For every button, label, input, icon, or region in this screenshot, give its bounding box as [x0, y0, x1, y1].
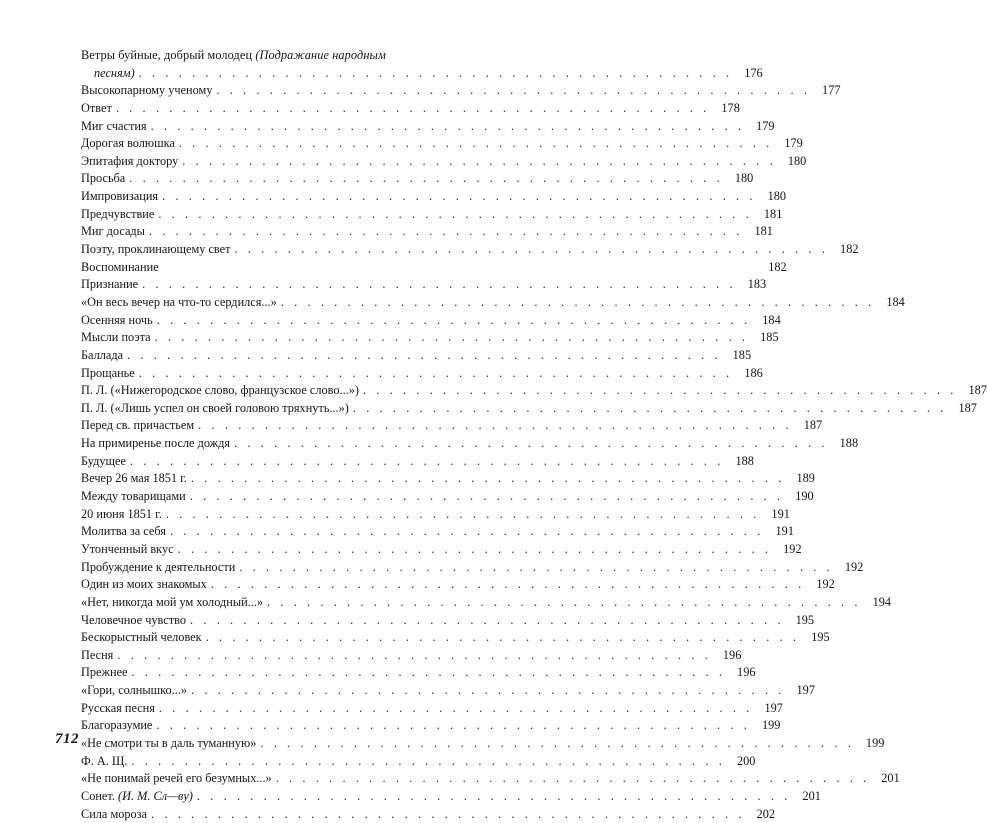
entry-title: Предчувствие [81, 206, 155, 221]
entry-title: П. Л. («Нижегородское слово, французское слово...») [81, 383, 359, 398]
dot-leader: . . . . . . . . . . . . . . . . . . . . . . . . . . . . . . . . . . . . . . . . . . . . . [210, 577, 805, 592]
dot-leader: . . . . . . . . . . . . . . . . . . . . . . . . . . . . . . . . . . . . . . . . . . . . . [154, 330, 749, 345]
toc-entry [81, 294, 905, 312]
toc-entry [81, 682, 815, 700]
entry-page: 195 [811, 630, 830, 645]
entry-title: «Не смотри ты в даль туманную» [81, 735, 257, 750]
entry-page: 199 [761, 718, 781, 733]
dot-leader: . . . . . . . . . . . . . . . . . . . . . . . . . . . . . . . . . . . . . . . . . . . . . [129, 171, 724, 186]
dot-leader: . . . . . . . . . . . . . . . . . . . . . . . . . . . . . . . . . . . . . . . . . . . . . [177, 541, 772, 556]
toc-entry [81, 206, 783, 224]
entry-title: Между товарищами [81, 489, 186, 504]
dot-leader: . . . . . . . . . . . . . . . . . . . . . . . . . . . . . . . . . . . . . . . . . . . . . [275, 771, 870, 786]
dot-leader: . . . . . . . . . . . . . . . . . . . . . . . . . . . . . . . . . . . . . . . . . . . . . [115, 100, 710, 115]
dot-leader: . . . . . . . . . . . . . . . . . . . . . . . . . . . . . . . . . . . . . . . . . . . . . [156, 718, 751, 733]
dot-leader: . . . . . . . . . . . . . . . . . . . . . . . . . . . . . . . . . . . . . . . . . . . . . [150, 118, 745, 133]
entry-page: 177 [822, 83, 841, 98]
toc-entry [81, 470, 815, 488]
toc-entry [81, 506, 790, 524]
entry-page: 180 [787, 153, 807, 168]
entry-page: 180 [734, 171, 754, 186]
entry-title: Один из моих знакомых [81, 577, 207, 592]
toc-entry [81, 312, 781, 330]
toc-entry [81, 223, 773, 241]
dot-leader: . . . . . . . . . . . . . . . . . . . . . . . . . . . . . . . . . . . . . . . . . . . . . [165, 506, 760, 521]
dot-leader: . . . . . . . . . . . . . . . . . . . . . . . . . . . . . . . . . . . . . . . . . . . . . [127, 347, 722, 362]
entry-page: 180 [767, 189, 787, 204]
entry-page: 200 [736, 753, 756, 768]
dot-leader: . . . . . . . . . . . . . . . . . . . . . . . . . . . . . . . . . . . . . . . . . . . . . [182, 153, 777, 168]
entry-page: 181 [754, 224, 773, 239]
entry-title: Ф. А. Щ. [81, 753, 128, 768]
toc-entry [81, 559, 864, 577]
entry-page: 183 [747, 277, 767, 292]
dot-leader: . . . . . . . . . . . . . . . . . . . . . . . . . . . . . . . . . . . . . . . . . . . . . [117, 647, 712, 662]
entry-title: Перед св. причастьем [81, 418, 195, 433]
toc-entry [81, 276, 767, 294]
dot-leader: . . . . . . . . . . . . . . . . . . . . . . . . . . . . . . . . . . . . . . . . . . . . . [131, 753, 726, 768]
toc-entry [81, 417, 823, 435]
entry-page: 190 [795, 489, 814, 504]
entry-page: 192 [844, 559, 864, 574]
dot-leader: . . . . . . . . . . . . . . . . . . . . . . . . . . . . . . . . . . . . . . . . . . . . . [156, 312, 751, 327]
dot-leader: . . . . . . . . . . . . . . . . . . . . . . . . . . . . . . . . . . . . . . . . . . . . . [131, 665, 726, 680]
dot-leader: . . . . . . . . . . . . . . . . . . . . . . . . . . . . . . . . . . . . . . . . . . . . . [352, 400, 947, 415]
entry-page: 201 [881, 771, 900, 786]
entry-page: 201 [802, 788, 821, 803]
dot-leader: . . . . . . . . . . . . . . . . . . . . . . . . . . . . . . . . . . . . . . . . . . . . . [234, 242, 829, 257]
toc-entry [81, 717, 781, 735]
dot-leader: . . . . . . . . . . . . . . . . . . . . . . . . . . . . . . . . . . . . . . . . . . . . . [196, 788, 791, 803]
entry-title: Импровизация [81, 189, 159, 204]
toc-entry [81, 488, 814, 506]
toc-entry [81, 82, 841, 100]
entry-page: 195 [795, 612, 815, 627]
entry-title: Прощанье [81, 365, 135, 380]
entry-page: 179 [756, 118, 775, 133]
toc-entry [81, 435, 859, 453]
toc-entry [81, 153, 807, 171]
dot-leader: . . . . . . . . . . . . . . . . . . . . . . . . . . . . . . . . . . . . . . . . . . . . . [138, 365, 733, 380]
toc-entry [81, 753, 756, 771]
dot-leader: . . . . . . . . . . . . . . . . . . . . . . . . . . . . . . . . . . . . . . . . . . . . . [148, 224, 743, 239]
entry-title: «Он весь вечер на что-то сердился...» [81, 294, 277, 309]
page-number: 712 [55, 731, 79, 747]
toc-entry [81, 241, 859, 259]
entry-title-italic-1: (Подражание народным [255, 48, 386, 62]
entry-title: Человечное чувство [81, 612, 186, 627]
entry-title: Песня [81, 647, 114, 662]
toc-entry [81, 594, 892, 612]
entry-page: 178 [721, 100, 740, 115]
dot-leader: . . . . . . . . . . . . . . . . . . . . . . . . . . . . . . . . . . . . . . . . . . . . . [280, 294, 875, 309]
entry-title: Признание [81, 277, 139, 292]
dot-leader: . . . . . . . . . . . . . . . . . . . . . . . . . . . . . . . . . . . . . . . . . . . . . [260, 735, 855, 750]
entry-page: 192 [816, 577, 835, 592]
entry-page: 187 [803, 418, 823, 433]
toc-entry [81, 629, 830, 647]
entry-title: Сонет. [81, 788, 118, 803]
dot-leader: . . . . . . . . . . . . . . . . . . . . . . . . . . . . . . . . . . . . . . . . . . . . . [189, 489, 784, 504]
entry-title: Баллада [81, 347, 124, 362]
dot-leader: . . . . . . . . . . . . . . . . . . . . . . . . . . . . . . . . . . . . . . . . . . . . . [162, 189, 757, 204]
entry-title: Поэту, проклинающему свет [81, 242, 231, 257]
entry-title: Дорогая волюшка [81, 136, 175, 151]
entry-title: Молитва за себя [81, 524, 166, 539]
dot-leader: . . . . . . . . . . . . . . . . . . . . . . . . . . . . . . . . . . . . . . . . . . . . . [178, 136, 773, 151]
dot-leader: . . . . . . . . . . . . . . . . . . . . . . . . . . . . . . . . . . . . . . . . . . . . . [362, 383, 957, 398]
entry-title: Вечер 26 мая 1851 г. [81, 471, 187, 486]
toc-entry [81, 700, 783, 718]
entry-title: Ответ [81, 100, 112, 115]
dot-leader: . . . . . . . . . . . . . . . . . . . . . . . . . . . . . . . . . . . . . . . . . . . . . [158, 206, 753, 221]
entry-page: 184 [762, 312, 781, 327]
entry-page: 182 [768, 259, 787, 274]
entry-title: 20 июня 1851 г. [81, 506, 162, 521]
entry-title: «Нет, никогда мой ум холодный...» [81, 594, 264, 609]
toc-entry [81, 400, 977, 418]
entry-title: Благоразумие [81, 718, 153, 733]
entry-title-italic: (И. М. Сл—ву) [118, 788, 193, 803]
entry-page: 199 [865, 735, 885, 750]
toc-entry [81, 118, 775, 136]
entry-page: 191 [771, 506, 790, 521]
toc-entry [81, 735, 885, 753]
toc-entry [81, 47, 763, 82]
dot-leader: . . . . . . . . . . . . . . . . . . . . . . . . . . . . . . . . . . . . . . . . . . . . . [190, 471, 785, 486]
dot-leader: . . . . . . . . . . . . . . . . . . . . . . . . . . . . . . . . . . . . . . . . . . . . . [205, 630, 800, 645]
entry-page: 196 [737, 665, 756, 680]
entry-page: 197 [796, 683, 815, 698]
entry-title: П. Л. («Лишь успел он своей головою тряхнуть...») [81, 400, 349, 415]
entry-page: 197 [764, 700, 783, 715]
entry-title: Русская песня [81, 700, 155, 715]
dot-leader: . . . . . . . . . . . . . . . . . . . . . . . . . . . . . . . . . . . . . . . . . . . . . [216, 83, 811, 98]
entry-page: 188 [735, 453, 754, 468]
toc-entry [81, 170, 754, 188]
dot-leader: . . . . . . . . . . . . . . . . . . . . . . . . . . . . . . . . . . . . . . . . . . . . . [190, 683, 785, 698]
entry-title: Высокопарному ученому [81, 83, 213, 98]
entry-page: 192 [783, 541, 802, 556]
entry-page: 188 [839, 436, 859, 451]
entry-title: Прежнее [81, 665, 128, 680]
entry-title: Миг счастия [81, 118, 147, 133]
entry-page: 179 [784, 136, 803, 151]
entry-page: 191 [775, 524, 794, 539]
entry-page: 185 [732, 347, 752, 362]
toc-entry [81, 365, 763, 383]
toc-entry [81, 541, 802, 559]
entry-title: Пробуждение к деятельности [81, 559, 236, 574]
entry-title: Воспоминание [81, 259, 159, 274]
toc-entry [81, 806, 776, 823]
entry-title: Просьба [81, 171, 126, 186]
toc-entry [81, 523, 794, 541]
dot-leader: . . . . . . . . . . . . . . . . . . . . . . . . . . . . . . . . . . . . . . . . . . . . . [142, 277, 737, 292]
entry-title: Сила мороза [81, 806, 147, 821]
toc-entry [81, 453, 754, 471]
dot-leader: . . . . . . . . . . . . . . . . . . . . . . . . . . . . . . . . . . . . . . . . . . . . . [129, 453, 724, 468]
entry-page: 176 [744, 65, 763, 80]
dot-leader: . . . . . . . . . . . . . . . . . . . . . . . . . . . . . . . . . . . . . . . . . . . . . [239, 559, 834, 574]
entry-title: Ветры буйные, добрый молодец [81, 48, 256, 62]
toc-entry [81, 612, 815, 630]
dot-leader: . . . . . . . . . . . . . . . . . . . . . . . . . . . . . . . . . . . . . . . . . . . . . [190, 612, 785, 627]
dot-leader: . . . . . . . . . . . . . . . . . . . . . . . . . . . . . . . . . . . . . . . . . . . . . [158, 700, 753, 715]
entry-title: «Гори, солнышко...» [81, 683, 187, 698]
entry-page: 184 [886, 294, 905, 309]
entry-title-italic-2: песням) [94, 65, 135, 80]
entry-page: 189 [796, 471, 815, 486]
dot-leader: . . . . . . . . . . . . . . . . . . . . . . . . . . . . . . . . . . . . . . . . . . . . . [138, 65, 733, 80]
toc-entry [81, 259, 787, 277]
toc-entry [81, 135, 803, 153]
dot-leader: . . . . . . . . . . . . . . . . . . . . . . . . . . . . . . . . . . . . . . . . . . . . . [198, 418, 793, 433]
toc-entry [81, 770, 900, 788]
entry-title: «Не понимай речей его безумных...» [81, 771, 272, 786]
entry-page: 182 [840, 242, 859, 257]
entry-page: 194 [872, 594, 892, 609]
entry-title: Бескорыстный человек [81, 630, 202, 645]
entry-page: 202 [756, 806, 776, 821]
dot-leader: . . . . . . . . . . . . . . . . . . . . . . . . . . . . . . . . . . . . . . . . . . . . . [151, 806, 746, 821]
toc-entry [81, 576, 835, 594]
entry-page: 187 [968, 383, 987, 398]
entry-title: Осенняя ночь [81, 312, 153, 327]
table-of-contents [81, 47, 987, 823]
toc-entry [81, 788, 821, 806]
entry-title: Утонченный вкус [81, 541, 174, 556]
entry-page: 187 [958, 400, 977, 415]
toc-entry [81, 188, 787, 206]
entry-page: 196 [722, 647, 742, 662]
entry-page: 181 [763, 206, 783, 221]
toc-entry [81, 100, 740, 118]
entry-page: 186 [744, 365, 763, 380]
toc-entry [81, 647, 742, 665]
entry-title: Эпитафия доктору [81, 153, 179, 168]
dot-leader: . . . . . . . . . . . . . . . . . . . . . . . . . . . . . . . . . . . . . . . . . . . . . [234, 436, 829, 451]
dot-leader: . . . . . . . . . . . . . . . . . . . . . . . . . . . . . . . . . . . . . . . . . . . . . [169, 524, 764, 539]
entry-title: Будущее [81, 453, 126, 468]
entry-title: Мысли поэта [81, 330, 151, 345]
toc-entry [81, 664, 756, 682]
entry-title: На примиренье после дождя [81, 436, 231, 451]
toc-entry [81, 382, 987, 400]
entry-page: 185 [760, 330, 779, 345]
entry-title: Миг досады [81, 224, 145, 239]
dot-leader: . . . . . . . . . . . . . . . . . . . . . . . . . . . . . . . . . . . . . . . . . . . . . [267, 594, 862, 609]
toc-entry [81, 347, 752, 365]
toc-entry [81, 329, 779, 347]
